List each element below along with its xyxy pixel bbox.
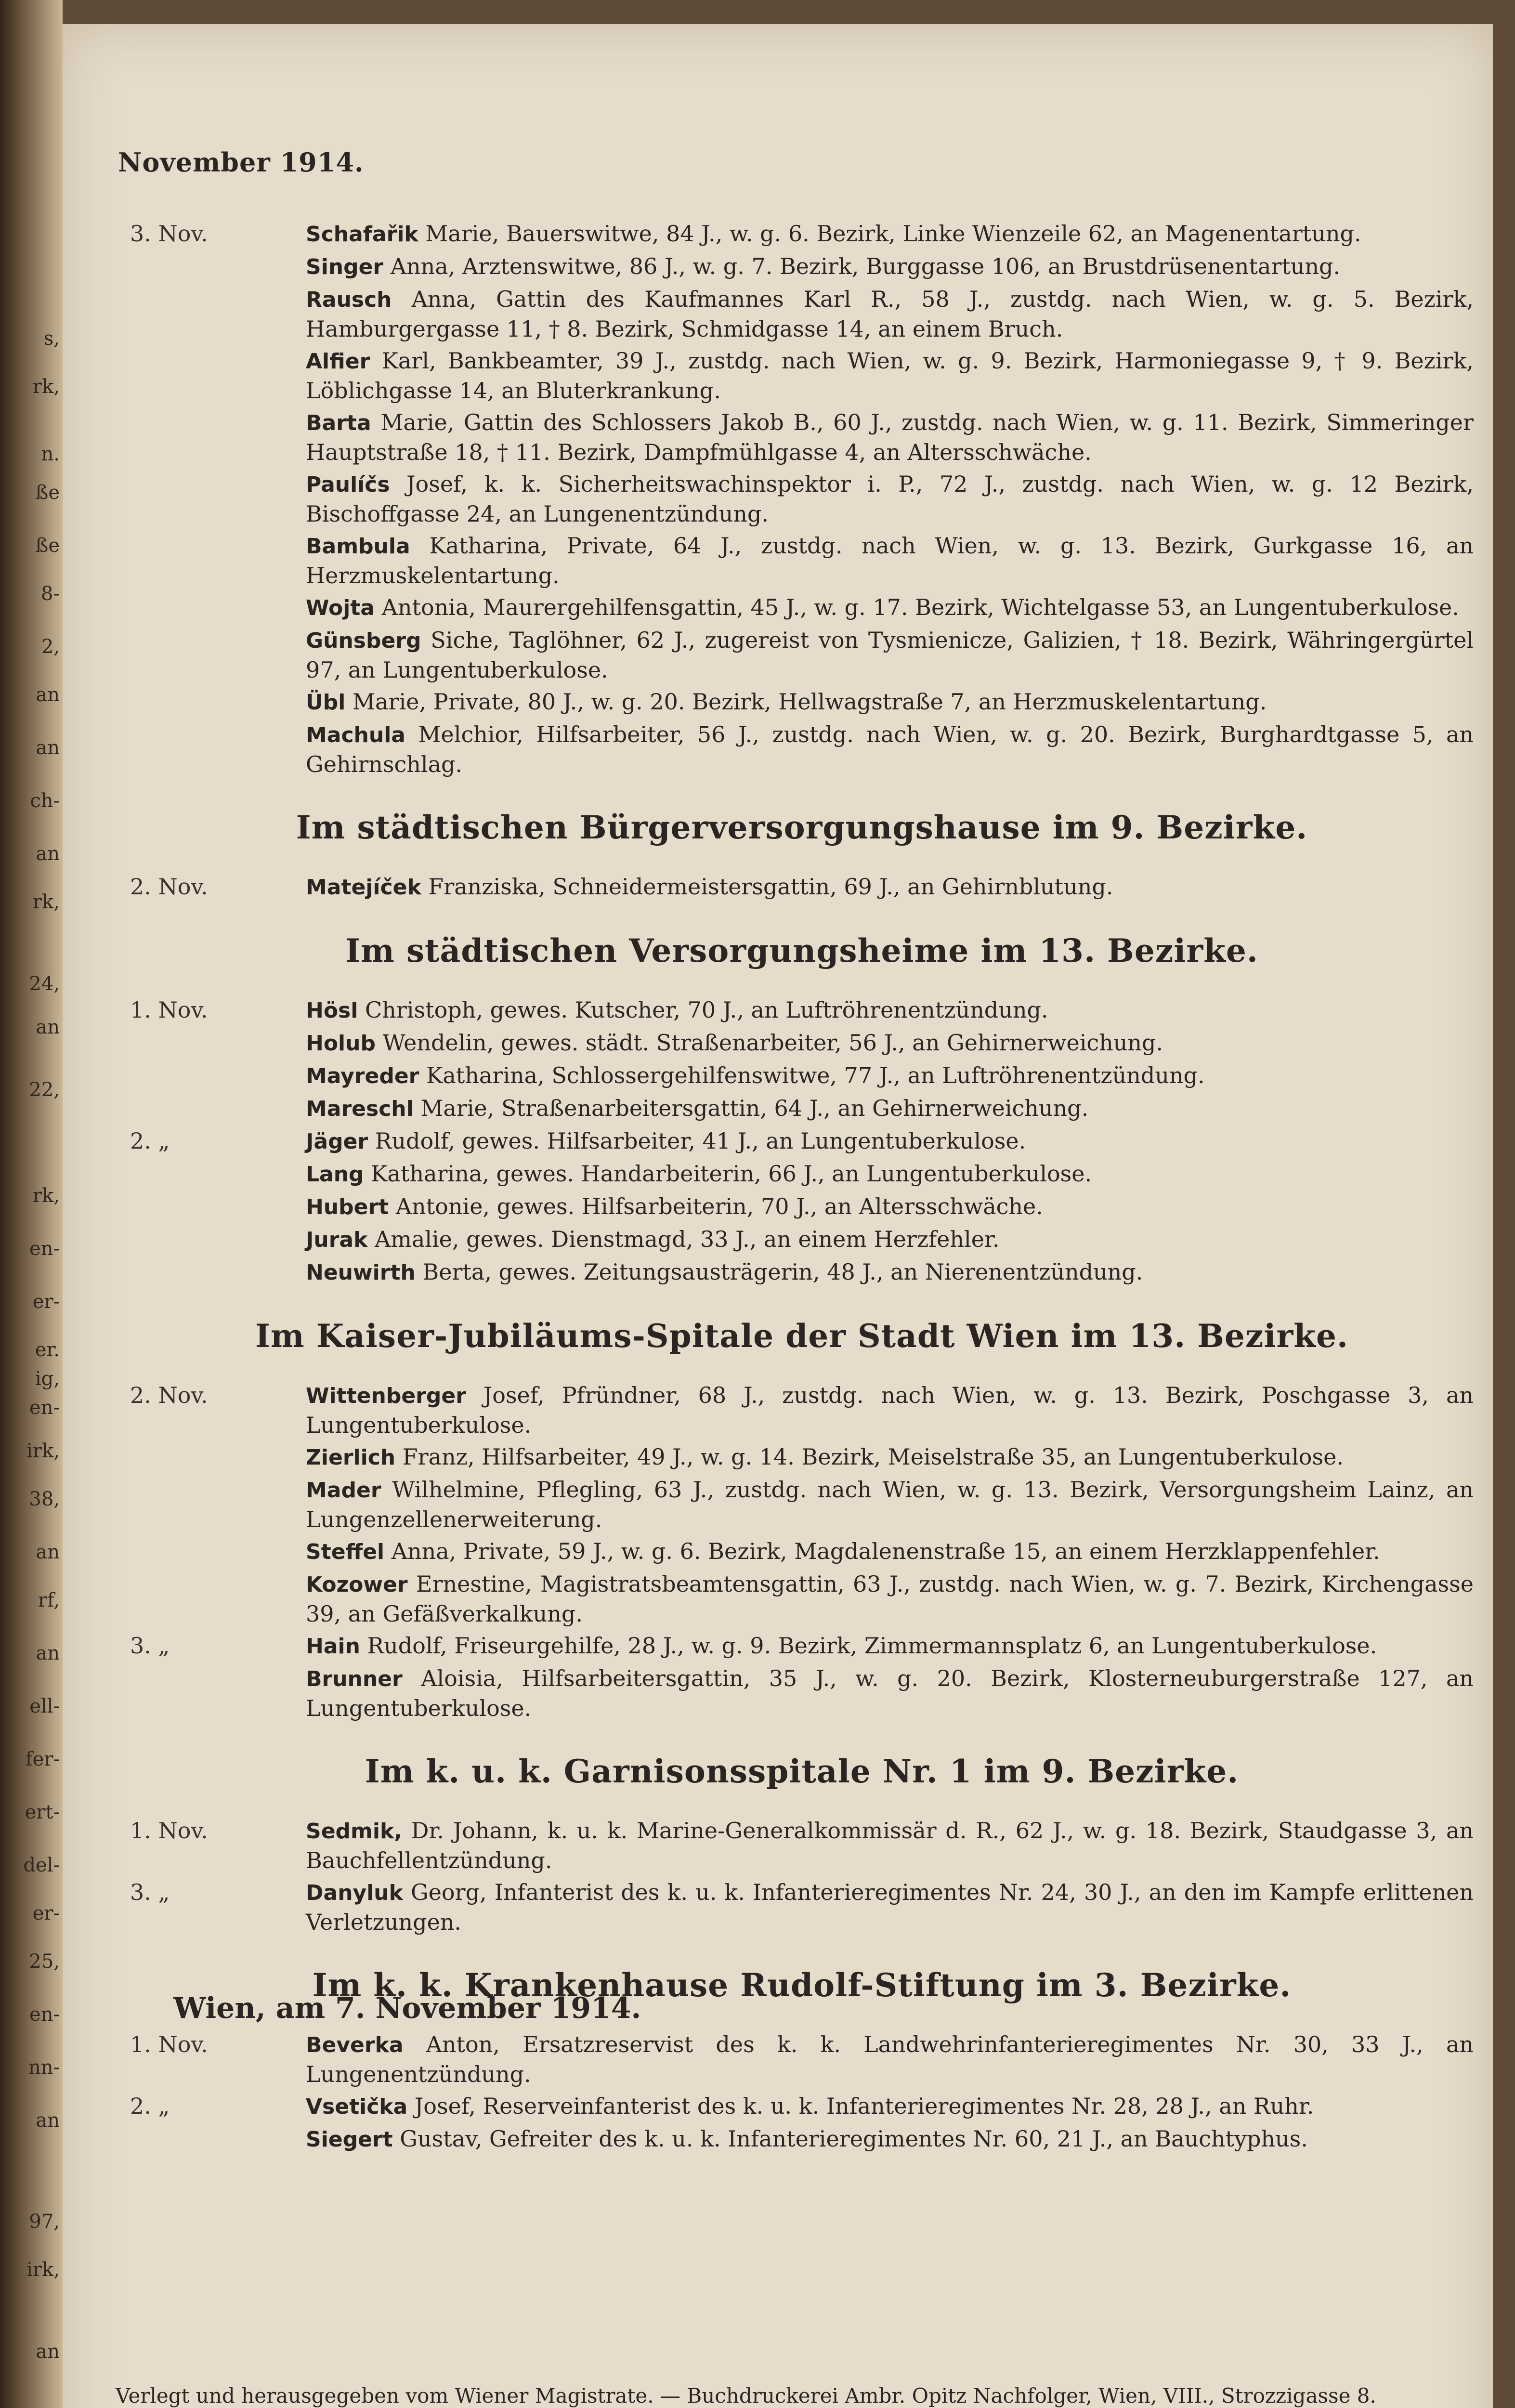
entry-surname: Brunner [306,1667,403,1691]
entry-details: Marie, Straßenarbeitersgattin, 64 J., an Gehirnerweichung. [413,1095,1089,1121]
entry-surname: Lang [306,1162,364,1187]
death-entry [130,720,1474,779]
entry-details: Marie, Gattin des Schlossers Jakob B., 60 J., zustdg. nach Wien, w. g. 11. Bezirk, Simmeringer Hauptstraße 18, † 11. Bezirk, Dampfmühlgasse 4, an Altersschwäche. [306,409,1474,465]
gutter-text-fragment: rf, [38,1589,60,1611]
entry-details: Rudolf, gewes. Hilfsarbeiter, 41 J., an Lungentuberkulose. [368,1128,1026,1154]
entry-surname: Holub [306,1031,376,1056]
gutter-text-fragment: n. [41,443,60,465]
gutter-text-fragment: an [36,843,60,865]
gutter-text-fragment: rk, [32,376,60,398]
entry-surname: Hain [306,1634,360,1659]
death-entry [130,1570,1474,1628]
death-entry [130,593,1474,623]
entry-details: Josef, k. k. Sicherheitswachinspektor i. P., 72 J., zustdg. nach Wien, w. g. 12 Bezirk, Bischoffgasse 24, an Lungenentzündung. [306,471,1474,527]
death-entry [130,1631,1474,1661]
entry-details: Franziska, Schneidermeistersgattin, 69 J., an Gehirnblutung. [421,874,1113,900]
entry-date: 2. Nov. [130,874,208,900]
gutter-text-fragment: ße [35,535,60,557]
entry-date: 3. „ [130,1879,170,1905]
entry-date: 1. Nov. [130,1818,208,1844]
gutter-text-fragment: 2, [41,636,60,658]
entry-surname: Wojta [306,596,375,620]
gutter-text-fragment: an [36,1541,60,1563]
gutter-text-fragment: en- [29,1397,60,1419]
entry-details: Katharina, Schlossergehilfenswitwe, 77 J., an Luftröhrenentzündung. [419,1062,1205,1088]
death-entry [130,1126,1474,1156]
entry-details: Marie, Private, 80 J., w. g. 20. Bezirk, Hellwagstraße 7, an Herzmuskelentartung. [345,689,1267,715]
gutter-text-fragment: an [36,737,60,759]
entry-date: 3. „ [130,1633,170,1659]
entry-surname: Hösl [306,998,358,1023]
entry-details: Anna, Arztenswitwe, 86 J., w. g. 7. Bezirk, Burggasse 106, an Brustdrüsenentartung. [383,253,1341,279]
gutter-text-fragment: s, [43,327,60,350]
page-header: November 1914. [118,147,364,178]
death-entry [130,1475,1474,1534]
entry-details: Aloisia, Hilfsarbeitersgattin, 35 J., w. g. 20. Bezirk, Klosterneuburgerstraße 127, an Lungentuberkulose. [306,1665,1474,1721]
entry-date: 2. Nov. [130,1382,208,1408]
entry-surname: Vsetička [306,2094,408,2119]
gutter-text-fragment: ig, [35,1368,60,1390]
death-entry [130,470,1474,528]
gutter-text-fragment: er- [32,1291,60,1313]
entry-details: Berta, gewes. Zeitungsausträgerin, 48 J., an Nierenentzündung. [415,1259,1143,1285]
entry-surname: Machula [306,723,405,747]
entry-details: Ernestine, Magistratsbeamtensgattin, 63 J., zustdg. nach Wien, w. g. 7. Bezirk, Kirchengasse 39, an Gefäßverkalkung. [306,1571,1474,1627]
death-entry [130,1442,1474,1472]
gutter-text-fragment: rk, [32,891,60,913]
register-section [130,219,1474,779]
publisher-imprint: Verlegt und herausgegeben vom Wiener Magistrate. — Buchdruckerei Ambr. Opitz Nachfolger, Wien, VIII., Strozzigasse 8. [116,2384,1376,2408]
entry-details: Karl, Bankbeamter, 39 J., zustdg. nach Wien, w. g. 9. Bezirk, Harmoniegasse 9, † 9. Bezirk, Löblichgasse 14, an Bluterkrankung. [306,348,1474,404]
gutter-text-fragment: an [36,1016,60,1038]
entry-surname: Alfier [306,349,370,374]
entry-surname: Mayreder [306,1064,419,1088]
entry-surname: Matejíček [306,875,421,900]
death-entry [130,1257,1474,1287]
entry-details: Gustav, Gefreiter des k. u. k. Infanterieregimentes Nr. 60, 21 J., an Bauchtyphus. [392,2126,1308,2152]
death-entry [130,252,1474,282]
gutter-text-fragment: ch- [30,790,60,812]
entry-details: Amalie, gewes. Dienstmagd, 33 J., an einem Herzfehler. [367,1226,1000,1252]
closing-date-line: Wien, am 7. November 1914. [173,1991,641,2025]
register-section [130,1317,1474,1723]
entry-surname: Paulíčs [306,472,390,497]
entry-surname: Bambula [306,534,410,559]
register-section [130,1753,1474,1937]
death-entry [130,2124,1474,2154]
death-entry [130,1094,1474,1124]
death-entry [130,531,1474,590]
section-heading: Im Kaiser-Jubiläums-Spitale der Stadt Wien im 13. Bezirke. [255,1317,1348,1355]
entry-surname: Mareschl [306,1097,414,1121]
gutter-text-fragment: irk, [26,1440,60,1462]
section-heading: Im k. k. Krankenhause Rudolf-Stiftung im 3. Bezirke. [312,1966,1292,2004]
entry-details: Christoph, gewes. Kutscher, 70 J., an Luftröhrenentzündung. [358,997,1048,1023]
entry-surname: Günsberg [306,628,421,653]
gutter-text-fragment: ße [35,482,60,504]
entry-details: Antonie, gewes. Hilfsarbeiterin, 70 J., an Altersschwäche. [389,1193,1043,1219]
gutter-text-fragment: rk, [32,1185,60,1207]
gutter-text-fragment: an [36,684,60,706]
entry-surname: Kozower [306,1572,408,1597]
entry-details: Wilhelmine, Pflegling, 63 J., zustdg. nach Wien, w. g. 13. Bezirk, Versorgungsheim Lainz, an Lungenzellenerweiterung. [306,1477,1474,1532]
gutter-text-fragment: er. [35,1339,60,1361]
death-entry [130,2030,1474,2089]
entry-surname: Jäger [306,1129,368,1154]
death-entry [130,1878,1474,1937]
gutter-text-fragment: an [36,1642,60,1664]
entry-surname: Rausch [306,288,392,312]
gutter-text-fragment: 25, [29,1950,60,1973]
gutter-text-fragment: nn- [28,2056,60,2079]
death-entry [130,1061,1474,1091]
entry-details: Josef, Reserveinfanterist des k. u. k. Infanterieregimentes Nr. 28, 28 J., an Ruhr. [407,2093,1314,2119]
gutter-text-fragment: en- [29,1238,60,1260]
entry-details: Anna, Gattin des Kaufmannes Karl R., 58 J., zustdg. nach Wien, w. g. 5. Bezirk, Hamburgergasse 11, † 8. Bezirk, Schmidgasse 14, an einem Bruch. [306,286,1474,342]
gutter-text-fragment: an [36,2341,60,2363]
death-entry [130,1664,1474,1723]
gutter-text-fragment: 22, [29,1079,60,1101]
entry-details: Anna, Private, 59 J., w. g. 6. Bezirk, Magdalenenstraße 15, an einem Herzklappenfehler. [384,1538,1380,1564]
entry-details: Dr. Johann, k. u. k. Marine-Generalkommissär d. R., 62 J., w. g. 18. Bezirk, Staudgasse 3, an Bauchfellentzündung. [306,1818,1474,1873]
death-entry [130,1028,1474,1058]
death-entry [130,1159,1474,1189]
gutter-text-fragment: ell- [29,1695,60,1717]
entry-surname: Neuwirth [306,1260,416,1285]
entry-details: Marie, Bauerswitwe, 84 J., w. g. 6. Bezirk, Linke Wienzeile 62, an Magenentartung. [418,221,1361,247]
death-entry [130,687,1474,717]
gutter-text-fragment: irk, [26,2259,60,2281]
death-entry [130,219,1474,249]
register-section [130,809,1474,902]
death-entry [130,1537,1474,1567]
gutter-text-fragment: 38, [29,1488,60,1510]
gutter-text-fragment: er- [32,1902,60,1924]
death-entry [130,626,1474,684]
death-entry [130,346,1474,405]
death-entry [130,2092,1474,2121]
death-entry [130,1225,1474,1255]
entry-details: Melchior, Hilfsarbeiter, 56 J., zustdg. nach Wien, w. g. 20. Bezirk, Burghardtgasse 5, an Gehirnschlag. [306,721,1474,777]
entry-surname: Singer [306,255,384,279]
death-entry [130,408,1474,467]
death-entry [130,1192,1474,1222]
entry-surname: Hubert [306,1195,389,1219]
entry-details: Antonia, Maurergehilfensgattin, 45 J., w. g. 17. Bezirk, Wichtelgasse 53, an Lungentuberkulose. [375,594,1459,620]
entry-surname: Sedmik, [306,1819,402,1844]
entry-surname: Schafařik [306,222,418,247]
gutter-text-fragment: an [36,2109,60,2132]
entry-surname: Steffel [306,1540,385,1564]
entry-surname: Danyluk [306,1881,403,1905]
entry-surname: Übl [306,690,346,715]
entry-surname: Beverka [306,2033,404,2057]
death-entry [130,995,1474,1025]
entry-date: 2. „ [130,1128,170,1154]
document-page [63,24,1493,2408]
entry-details: Josef, Pfründner, 68 J., zustdg. nach Wien, w. g. 13. Bezirk, Poschgasse 3, an Lungentuberkulose. [306,1382,1474,1438]
death-register-body [130,219,1474,2159]
gutter-text-fragment: en- [29,2003,60,2026]
entry-date: 2. „ [130,2093,170,2119]
entry-date: 3. Nov. [130,221,208,247]
entry-date: 1. Nov. [130,2031,208,2057]
entry-date: 1. Nov. [130,997,208,1023]
section-heading: Im städtischen Bürgerversorgungshause im 9. Bezirke. [296,809,1308,846]
death-entry [130,285,1474,343]
gutter-text-fragment: 24, [29,973,60,995]
entry-surname: Zierlich [306,1445,396,1470]
entry-surname: Jurak [306,1228,368,1252]
section-heading: Im k. u. k. Garnisonsspitale Nr. 1 im 9. Bezirke. [365,1753,1239,1790]
entry-details: Siche, Taglöhner, 62 J., zugereist von Tysmienicze, Galizien, † 18. Bezirk, Währingergürtel 97, an Lungentuberkulose. [306,627,1474,683]
gutter-text-fragment: 97, [29,2211,60,2233]
entry-surname: Wittenberger [306,1384,466,1408]
gutter-text-fragment: del- [23,1854,60,1876]
entry-details: Franz, Hilfsarbeiter, 49 J., w. g. 14. Bezirk, Meiselstraße 35, an Lungentuberkulose. [395,1444,1344,1470]
gutter-text-fragment: 8- [41,583,60,605]
register-section [130,932,1474,1287]
entry-surname: Barta [306,411,371,435]
entry-details: Anton, Ersatzreservist des k. k. Landwehrinfanterieregimentes Nr. 30, 33 J., an Lungenentzündung. [306,2031,1474,2087]
gutter-text-fragment: ert- [25,1801,60,1823]
entry-details: Katharina, gewes. Handarbeiterin, 66 J., an Lungentuberkulose. [364,1161,1092,1187]
entry-surname: Siegert [306,2127,393,2152]
entry-details: Katharina, Private, 64 J., zustdg. nach Wien, w. g. 13. Bezirk, Gurkgasse 16, an Herzmuskelentartung. [306,533,1474,589]
adjacent-page-gutter [0,0,63,2408]
entry-details: Wendelin, gewes. städt. Straßenarbeiter, 56 J., an Gehirnerweichung. [375,1030,1163,1056]
entry-surname: Mader [306,1478,381,1503]
death-entry [130,872,1474,902]
death-entry [130,1816,1474,1875]
entry-details: Rudolf, Friseurgehilfe, 28 J., w. g. 9. Bezirk, Zimmermannsplatz 6, an Lungentuberkulose. [360,1633,1377,1659]
section-heading: Im städtischen Versorgungsheime im 13. Bezirke. [345,932,1258,969]
entry-details: Georg, Infanterist des k. u. k. Infanterieregimentes Nr. 24, 30 J., an den im Kampfe erlittenen Verletzungen. [306,1879,1474,1935]
gutter-text-fragment: fer- [25,1748,60,1770]
death-entry [130,1381,1474,1440]
